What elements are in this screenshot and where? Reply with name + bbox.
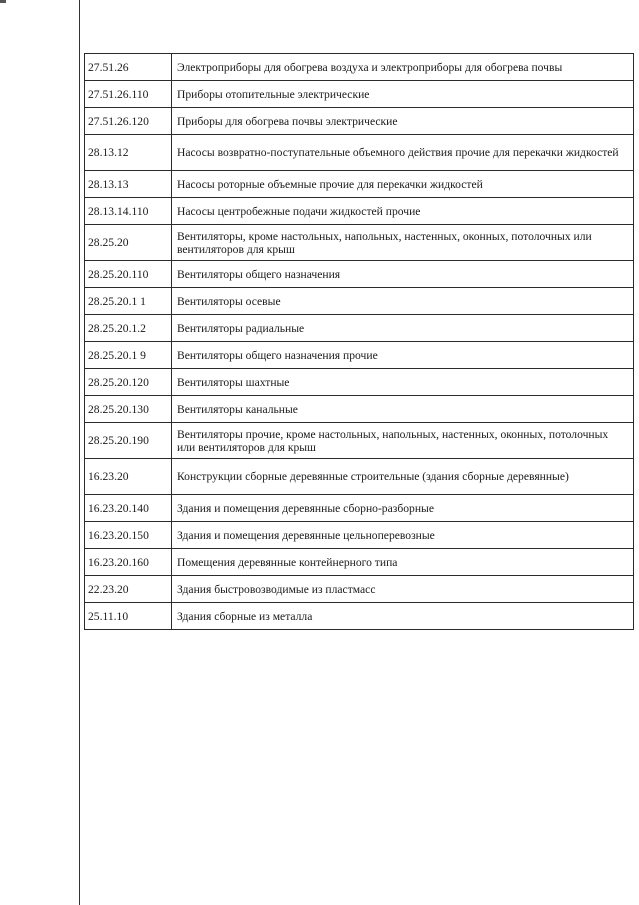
code-cell: 27.51.26 xyxy=(85,54,172,81)
name-cell: Вентиляторы общего назначения прочие xyxy=(172,342,634,369)
code-cell: 28.25.20.1.2 xyxy=(85,315,172,342)
table-row xyxy=(85,108,634,135)
table-row xyxy=(85,315,634,342)
name-cell: Вентиляторы шахтные xyxy=(172,369,634,396)
code-cell: 16.23.20.150 xyxy=(85,522,172,549)
code-cell: 16.23.20.140 xyxy=(85,495,172,522)
code-cell: 28.25.20.120 xyxy=(85,369,172,396)
name-cell: Насосы роторные объемные прочие для перекачки жидкостей xyxy=(172,171,634,198)
code-cell: 28.25.20.1 1 xyxy=(85,288,172,315)
name-cell: Здания и помещения деревянные цельноперевозные xyxy=(172,522,634,549)
page-margin-line xyxy=(79,0,80,905)
code-cell: 28.25.20.110 xyxy=(85,261,172,288)
code-cell: 27.51.26.120 xyxy=(85,108,172,135)
table-row xyxy=(85,261,634,288)
name-cell: Конструкции сборные деревянные строительные (здания сборные деревянные) xyxy=(172,459,634,495)
code-cell: 28.25.20.130 xyxy=(85,396,172,423)
table-row xyxy=(85,576,634,603)
name-cell: Приборы отопительные электрические xyxy=(172,81,634,108)
table-row xyxy=(85,396,634,423)
code-cell: 25.11.10 xyxy=(85,603,172,630)
code-cell: 28.13.13 xyxy=(85,171,172,198)
table-row xyxy=(85,81,634,108)
name-cell: Здания и помещения деревянные сборно-разборные xyxy=(172,495,634,522)
name-cell: Вентиляторы канальные xyxy=(172,396,634,423)
table-row xyxy=(85,342,634,369)
code-cell: 28.13.14.110 xyxy=(85,198,172,225)
table-row xyxy=(85,135,634,171)
name-cell: Вентиляторы, кроме настольных, напольных, настенных, оконных, потолочных или вентиляторов для крыш xyxy=(172,225,634,261)
table-row xyxy=(85,54,634,81)
code-cell: 22.23.20 xyxy=(85,576,172,603)
okpd-code-table xyxy=(84,53,634,630)
table-row xyxy=(85,171,634,198)
name-cell: Вентиляторы общего назначения xyxy=(172,261,634,288)
name-cell: Электроприборы для обогрева воздуха и электроприборы для обогрева почвы xyxy=(172,54,634,81)
code-cell: 16.23.20 xyxy=(85,459,172,495)
table-row xyxy=(85,423,634,459)
table-row xyxy=(85,198,634,225)
code-cell: 28.25.20 xyxy=(85,225,172,261)
code-cell: 28.25.20.190 xyxy=(85,423,172,459)
code-cell: 16.23.20.160 xyxy=(85,549,172,576)
name-cell: Здания быстровозводимые из пластмасс xyxy=(172,576,634,603)
name-cell: Вентиляторы радиальные xyxy=(172,315,634,342)
name-cell: Приборы для обогрева почвы электрические xyxy=(172,108,634,135)
name-cell: Вентиляторы осевые xyxy=(172,288,634,315)
table-row xyxy=(85,549,634,576)
code-cell: 28.13.12 xyxy=(85,135,172,171)
code-cell: 27.51.26.110 xyxy=(85,81,172,108)
code-cell: 28.25.20.1 9 xyxy=(85,342,172,369)
name-cell: Насосы центробежные подачи жидкостей прочие xyxy=(172,198,634,225)
table-row xyxy=(85,225,634,261)
table-row xyxy=(85,522,634,549)
scan-corner-mark xyxy=(0,0,6,3)
table-row xyxy=(85,288,634,315)
name-cell: Здания сборные из металла xyxy=(172,603,634,630)
name-cell: Насосы возвратно-поступательные объемного действия прочие для перекачки жидкостей xyxy=(172,135,634,171)
name-cell: Помещения деревянные контейнерного типа xyxy=(172,549,634,576)
table-row xyxy=(85,369,634,396)
table-row xyxy=(85,459,634,495)
table-row xyxy=(85,495,634,522)
name-cell: Вентиляторы прочие, кроме настольных, напольных, настенных, оконных, потолочных или вентиляторов для крыш xyxy=(172,423,634,459)
table-row xyxy=(85,603,634,630)
